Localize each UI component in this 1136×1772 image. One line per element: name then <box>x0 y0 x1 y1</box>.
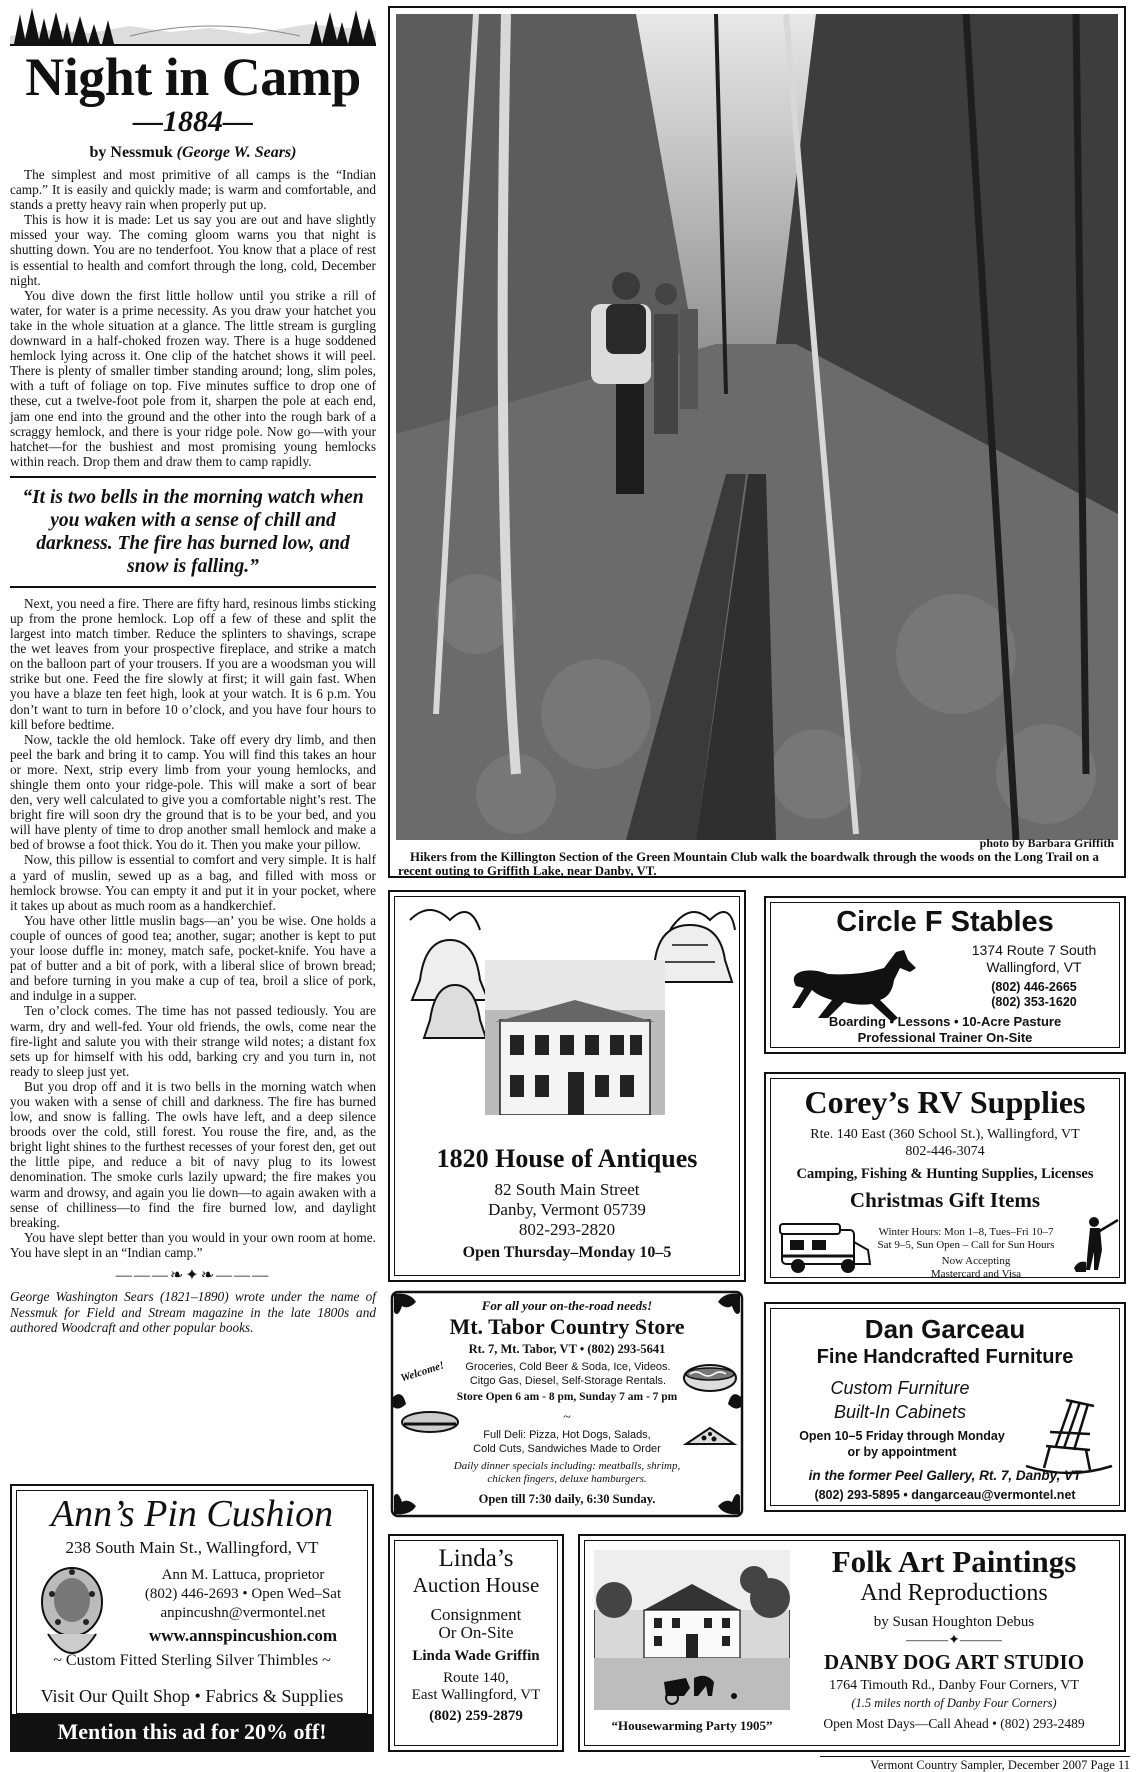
stables-services-line: Boarding • Lessons • 10-Acre Pasture <box>828 1014 1062 1029</box>
stables-street: 1374 Route 7 South <box>971 942 1097 958</box>
ad-coreys-rv-supplies <box>764 1072 1126 1284</box>
hot-dog-icon <box>682 1356 738 1396</box>
pincushion-contact <box>118 1566 368 1623</box>
article-byline <box>10 144 376 162</box>
tabor-goods-line: Groceries, Cold Beer & Soda, Ice, Videos. <box>465 1361 671 1373</box>
coreys-cards-line: Now Accepting <box>941 1255 1011 1267</box>
antiques-street: 82 South Main Street <box>494 1180 640 1199</box>
article-night-in-camp <box>10 6 376 1474</box>
byline-author: by Nessmuk <box>89 144 173 161</box>
article-headline: Night in Camp <box>25 47 361 107</box>
ad-mt-tabor-country-store <box>388 1288 746 1520</box>
article-pullquote: “It is two bells in the morning watch when you waken with a sense of chill and darkness. The fire has burned low, and snow is falling.” <box>10 476 376 588</box>
tabor-divider-icon: ~ <box>563 1410 571 1425</box>
antiques-city: Danby, Vermont 05739 <box>488 1200 646 1219</box>
ad-circle-f-stables <box>764 896 1126 1054</box>
article-paragraph: The simplest and most primitive of all camps is the “Indian camp.” It is easily and quickly made; is warm and comfortable, and stands a pretty heavy rain when properly put up. <box>10 167 376 213</box>
ornament-divider-icon: ———❧✦❧——— <box>115 1267 271 1284</box>
painting-caption: “Housewarming Party 1905” <box>611 1718 773 1733</box>
article-body-top <box>10 167 376 469</box>
antiques-address <box>390 1180 744 1240</box>
photo-frame <box>388 6 1126 878</box>
rv-camper-icon <box>778 1220 874 1276</box>
housewarming-party-painting <box>594 1550 790 1710</box>
coreys-phone: 802-446-3074 <box>905 1144 985 1159</box>
stables-city: Wallingford, VT <box>986 959 1082 975</box>
folkart-studio: DANBY DOG ART STUDIO <box>823 1650 1085 1674</box>
pincushion-name: Ann’s Pin Cushion <box>50 1493 334 1535</box>
linda-phone: (802) 259-2879 <box>429 1708 523 1724</box>
folkart-subtitle: And Reproductions <box>860 1580 1048 1606</box>
ad-dan-garceau-furniture <box>764 1302 1126 1512</box>
stables-address <box>946 942 1122 976</box>
stables-trainer-line: Professional Trainer On-Site <box>857 1030 1033 1045</box>
stables-phones <box>946 980 1122 1010</box>
garceau-offering: Built-In Cabinets <box>833 1402 967 1422</box>
stables-name: Circle F Stables <box>836 906 1054 938</box>
article-paragraph: You have other little muslin bags—an’ you be wise. One holds a couple of ounces of good tea; another, sugar; another is kept to put your loose duffle in: money, match safe, pocket-knife. You have a pat of butter and a bit of pork, with a liberal slice of brown bread; and before turning in you make a cup of tea, broil a slice of pork, and indulge in a supper. <box>10 912 376 1004</box>
coreys-hours <box>866 1226 1066 1252</box>
article-year: —1884— <box>133 105 253 138</box>
article-paragraph: You dive down the first little hollow until you strike a rill of water, for water is a prime necessity. As you draw your hatchet you take in the whole situation at a glance. The little stream is gurgling downward in a half-choked frozen way. There is a huge soddened hemlock lying across it. One clip of the hatchet shows it will peel. There is plenty of smaller timber standing around; long, slim poles, with a tuft of foliage on top. Five minutes suffice to drop one of these, cut a twelve-foot pole from it, sharpen the pole at each end, jam one end into the ground and the other into the rough bark of a scraggy hemlock, and there is your ridge pole. Now go—with your hatchet—for the bushiest and most promising young hemlocks within reach. Drop them and draw them to camp rapidly. <box>10 287 376 469</box>
garceau-hours-line: Open 10–5 Friday through Monday <box>799 1429 1005 1443</box>
photo-caption: Hikers from the Killington Section of the Green Mountain Club walk the boardwalk through the woods on the Long Trail on a recent outing to Griffith Lake, near Danby, VT. <box>398 850 1099 878</box>
pincushion-street: 238 South Main St., Wallingford, VT <box>65 1538 319 1557</box>
rocking-chair-icon <box>1020 1396 1116 1478</box>
article-paragraph: Next, you need a fire. There are fifty hard, resinous limbs sticking up from the prone hemlock. Lop off a few of these and split the largest into match timber. Reduce the splinters to shavings, scrape the wet leaves from your prospective fireplace, and strike a match on the balloon part of your trousers. If you are a woodsman you will strike but one. Feed the fire slowly at first; it will gain fast. When you have a blaze ten feet high, look at your watch. It is 6 p.m. You don’t want to turn in before 10 o’clock, and you have four hours to kill before bedtime. <box>10 595 376 732</box>
folkart-divider-icon: ———✦——— <box>906 1633 1002 1648</box>
folkart-artist: by Susan Houghton Debus <box>873 1614 1035 1630</box>
linda-city: East Wallingford, VT <box>411 1687 541 1703</box>
linda-services <box>390 1606 562 1642</box>
tabor-deli <box>448 1428 686 1456</box>
garceau-offerings <box>790 1376 1010 1424</box>
tabor-deli-line: Cold Cuts, Sandwiches Made to Order <box>473 1443 661 1455</box>
linda-service-line: Consignment <box>430 1605 522 1624</box>
coreys-contact <box>766 1126 1124 1160</box>
tabor-goods-line: Citgo Gas, Diesel, Self-Storage Rentals. <box>469 1375 667 1387</box>
pincushion-website[interactable]: www.annspincushion.com <box>148 1626 337 1645</box>
stables-phone: (802) 446-2665 <box>991 980 1077 994</box>
forest-boardwalk-illustration <box>396 14 1118 840</box>
garceau-offering: Custom Furniture <box>830 1378 970 1398</box>
pincushion-phone: (802) 446-2693 • Open Wed–Sat <box>144 1586 342 1602</box>
tabor-specials-line: chicken fingers, deluxe hamburgers. <box>487 1473 647 1485</box>
article-paragraph: Ten o’clock comes. The time has not passed tediously. You are warm, dry and well-fed. Your old friends, the owls, come near the fire-light and salute you with their strange wild notes; a distant fox sets up for himself with his odd, barking cry and you turn in, not ready to sleep just yet. <box>10 1003 376 1079</box>
antiques-phone: 802-293-2820 <box>518 1220 616 1239</box>
ad-1820-house-of-antiques <box>388 890 746 1282</box>
linda-address <box>390 1670 562 1704</box>
coreys-cards <box>876 1255 1076 1281</box>
garceau-location: in the former Peel Gallery, Rt. 7, Danby, VT <box>808 1468 1082 1483</box>
byline-realname: (George W. Sears) <box>176 144 297 161</box>
linda-name-line1: Linda’s <box>438 1545 514 1572</box>
folkart-address: 1764 Timouth Rd., Danby Four Corners, VT <box>829 1678 1079 1693</box>
bell-icon <box>412 940 488 1038</box>
folkart-title: Folk Art Paintings <box>831 1544 1077 1579</box>
stables-phone: (802) 353-1620 <box>991 995 1077 1009</box>
tabor-tagline: For all your on-the-road needs! <box>481 1298 653 1313</box>
article-body-bottom <box>10 596 376 1260</box>
stables-services <box>766 1014 1124 1046</box>
article-paragraph: Now, tackle the old hemlock. Take off every dry limb, and then peel the bark and bring it to camp. You will find this takes an hour or more. Next, strip every limb from your young hemlocks, and shingle them onto your ridge-pole. This will make a sort of bear den, very well calculated to give you a comfortable night’s rest. The bright fire will soon dry the ground that is to be your bed, and you will have plenty of time to drop another small hemlock and make a bed of browse a foot thick. You do it. Then you make your pillow. <box>10 731 376 853</box>
house-with-bells-illustration <box>400 900 740 1140</box>
garceau-tagline: Fine Handcrafted Furniture <box>816 1346 1074 1368</box>
pincushion-quilt-shop: Visit Our Quilt Shop • Fabrics & Supplies <box>40 1686 344 1706</box>
article-paragraph: Now, this pillow is essential to comfort and very simple. It is half a yard of muslin, sewed up as a bag, and filled with moss or hemlock browse. You can empty it and put it in your pocket, where it takes up about as much room as a handkerchief. <box>10 852 376 913</box>
folkart-directions: (1.5 miles north of Danby Four Corners) <box>851 1696 1057 1710</box>
hikers-boardwalk-photo <box>396 14 1118 840</box>
garceau-contact: (802) 293-5895 • dangarceau@vermontel.net <box>814 1488 1076 1502</box>
article-paragraph: You have slept better than you would in your own room at home. You have slept in an “Indian camp.” <box>10 1229 376 1260</box>
linda-name-line2: Auction House <box>412 1573 540 1597</box>
coreys-name: Corey’s RV Supplies <box>804 1084 1086 1120</box>
garceau-name: Dan Garceau <box>864 1314 1026 1344</box>
horse-icon <box>788 946 938 1024</box>
linda-service-line: Or On-Site <box>438 1623 514 1642</box>
linda-name <box>390 1546 562 1598</box>
page-footer: Vermont Country Sampler, December 2007 Page 11 <box>820 1756 1130 1772</box>
garceau-hours <box>774 1428 1030 1460</box>
tabor-hours: Store Open 6 am - 8 pm, Sunday 7 am - 7 pm <box>456 1391 678 1403</box>
linda-owner: Linda Wade Griffin <box>412 1648 540 1664</box>
coreys-cards-line: Mastercard and Visa <box>930 1268 1022 1280</box>
tabor-address: Rt. 7, Mt. Tabor, VT • (802) 293-5641 <box>468 1342 666 1356</box>
pine-tree-banner-illustration <box>10 6 376 46</box>
tabor-specials-line: Daily dinner specials including: meatballs, shrimp, <box>453 1460 681 1472</box>
ad-lindas-auction-house <box>388 1534 564 1752</box>
pincushion-thimbles: ~ Custom Fitted Sterling Silver Thimbles ~ <box>53 1652 331 1669</box>
photo-credit: photo by Barbara Griffith <box>979 836 1114 850</box>
tabor-welcome: Welcome! <box>399 1359 446 1385</box>
tabor-specials <box>408 1460 726 1486</box>
pizza-icon <box>682 1424 738 1454</box>
garceau-hours-line: or by appointment <box>847 1445 957 1459</box>
coreys-hours-line: Sat 9–5, Sun Open – Call for Sun Hours <box>877 1239 1055 1251</box>
treeline-icon <box>10 6 376 46</box>
antiques-hours: Open Thursday–Monday 10–5 <box>462 1244 672 1261</box>
linda-route: Route 140, <box>443 1670 509 1686</box>
coreys-gifts: Christmas Gift Items <box>849 1188 1041 1212</box>
pincushion-email[interactable]: anpincushn@vermontel.net <box>160 1605 326 1621</box>
tabor-name: Mt. Tabor Country Store <box>449 1314 685 1339</box>
antiques-name: 1820 House of Antiques <box>436 1144 698 1173</box>
coreys-hours-line: Winter Hours: Mon 1–8, Tues–Fri 10–7 <box>878 1226 1054 1238</box>
coreys-services: Camping, Fishing & Hunting Supplies, Licenses <box>796 1166 1094 1182</box>
tabor-goods <box>448 1360 688 1388</box>
hunter-with-dog-icon <box>1072 1214 1120 1278</box>
coreys-address: Rte. 140 East (360 School St.), Wallingford, VT <box>810 1127 1080 1142</box>
pincushion-owner: Ann M. Lattuca, proprietor <box>161 1567 325 1583</box>
folkart-hours: Open Most Days—Call Ahead • (802) 293-2489 <box>823 1716 1085 1731</box>
tabor-late-hours: Open till 7:30 daily, 6:30 Sunday. <box>478 1492 656 1506</box>
pincushion-offer-banner: Mention this ad for 20% off! <box>12 1714 372 1750</box>
tabor-deli-line: Full Deli: Pizza, Hot Dogs, Salads, <box>483 1429 651 1441</box>
article-endnote: George Washington Sears (1821–1890) wrote under the name of Nessmuk for Field and Stream magazine in the late 1800s and authored Woodcraft and other popular books. <box>10 1289 376 1335</box>
article-paragraph: But you drop off and it is two bells in the morning watch when you waken with a sense of chill and darkness. The fire has burned low, and snow is falling. The owls have left, and a deep silence broods over the cold, still forest. You rouse the fire, and, as the bright light shines to the furthest recesses of your forest den, get out the little pipe, and reduce a bit of navy plug to its lowest denomination. The smoke curls lazily upward; the fire makes you warm and drowsy, and again you lie down—to again awaken with a sense of chilliness—to find the fire burned low, and daylight breaking. <box>10 1078 376 1230</box>
article-paragraph: This is how it is made: Let us say you are out and have slightly missed your way. The coming gloom warns you that night is shutting down. You are no tenderfoot. You know that a place of rest is essential to health and comfort through the long, cold, December night. <box>10 212 376 288</box>
ad-folk-art-paintings <box>578 1534 1126 1752</box>
ad-anns-pin-cushion <box>10 1484 374 1752</box>
